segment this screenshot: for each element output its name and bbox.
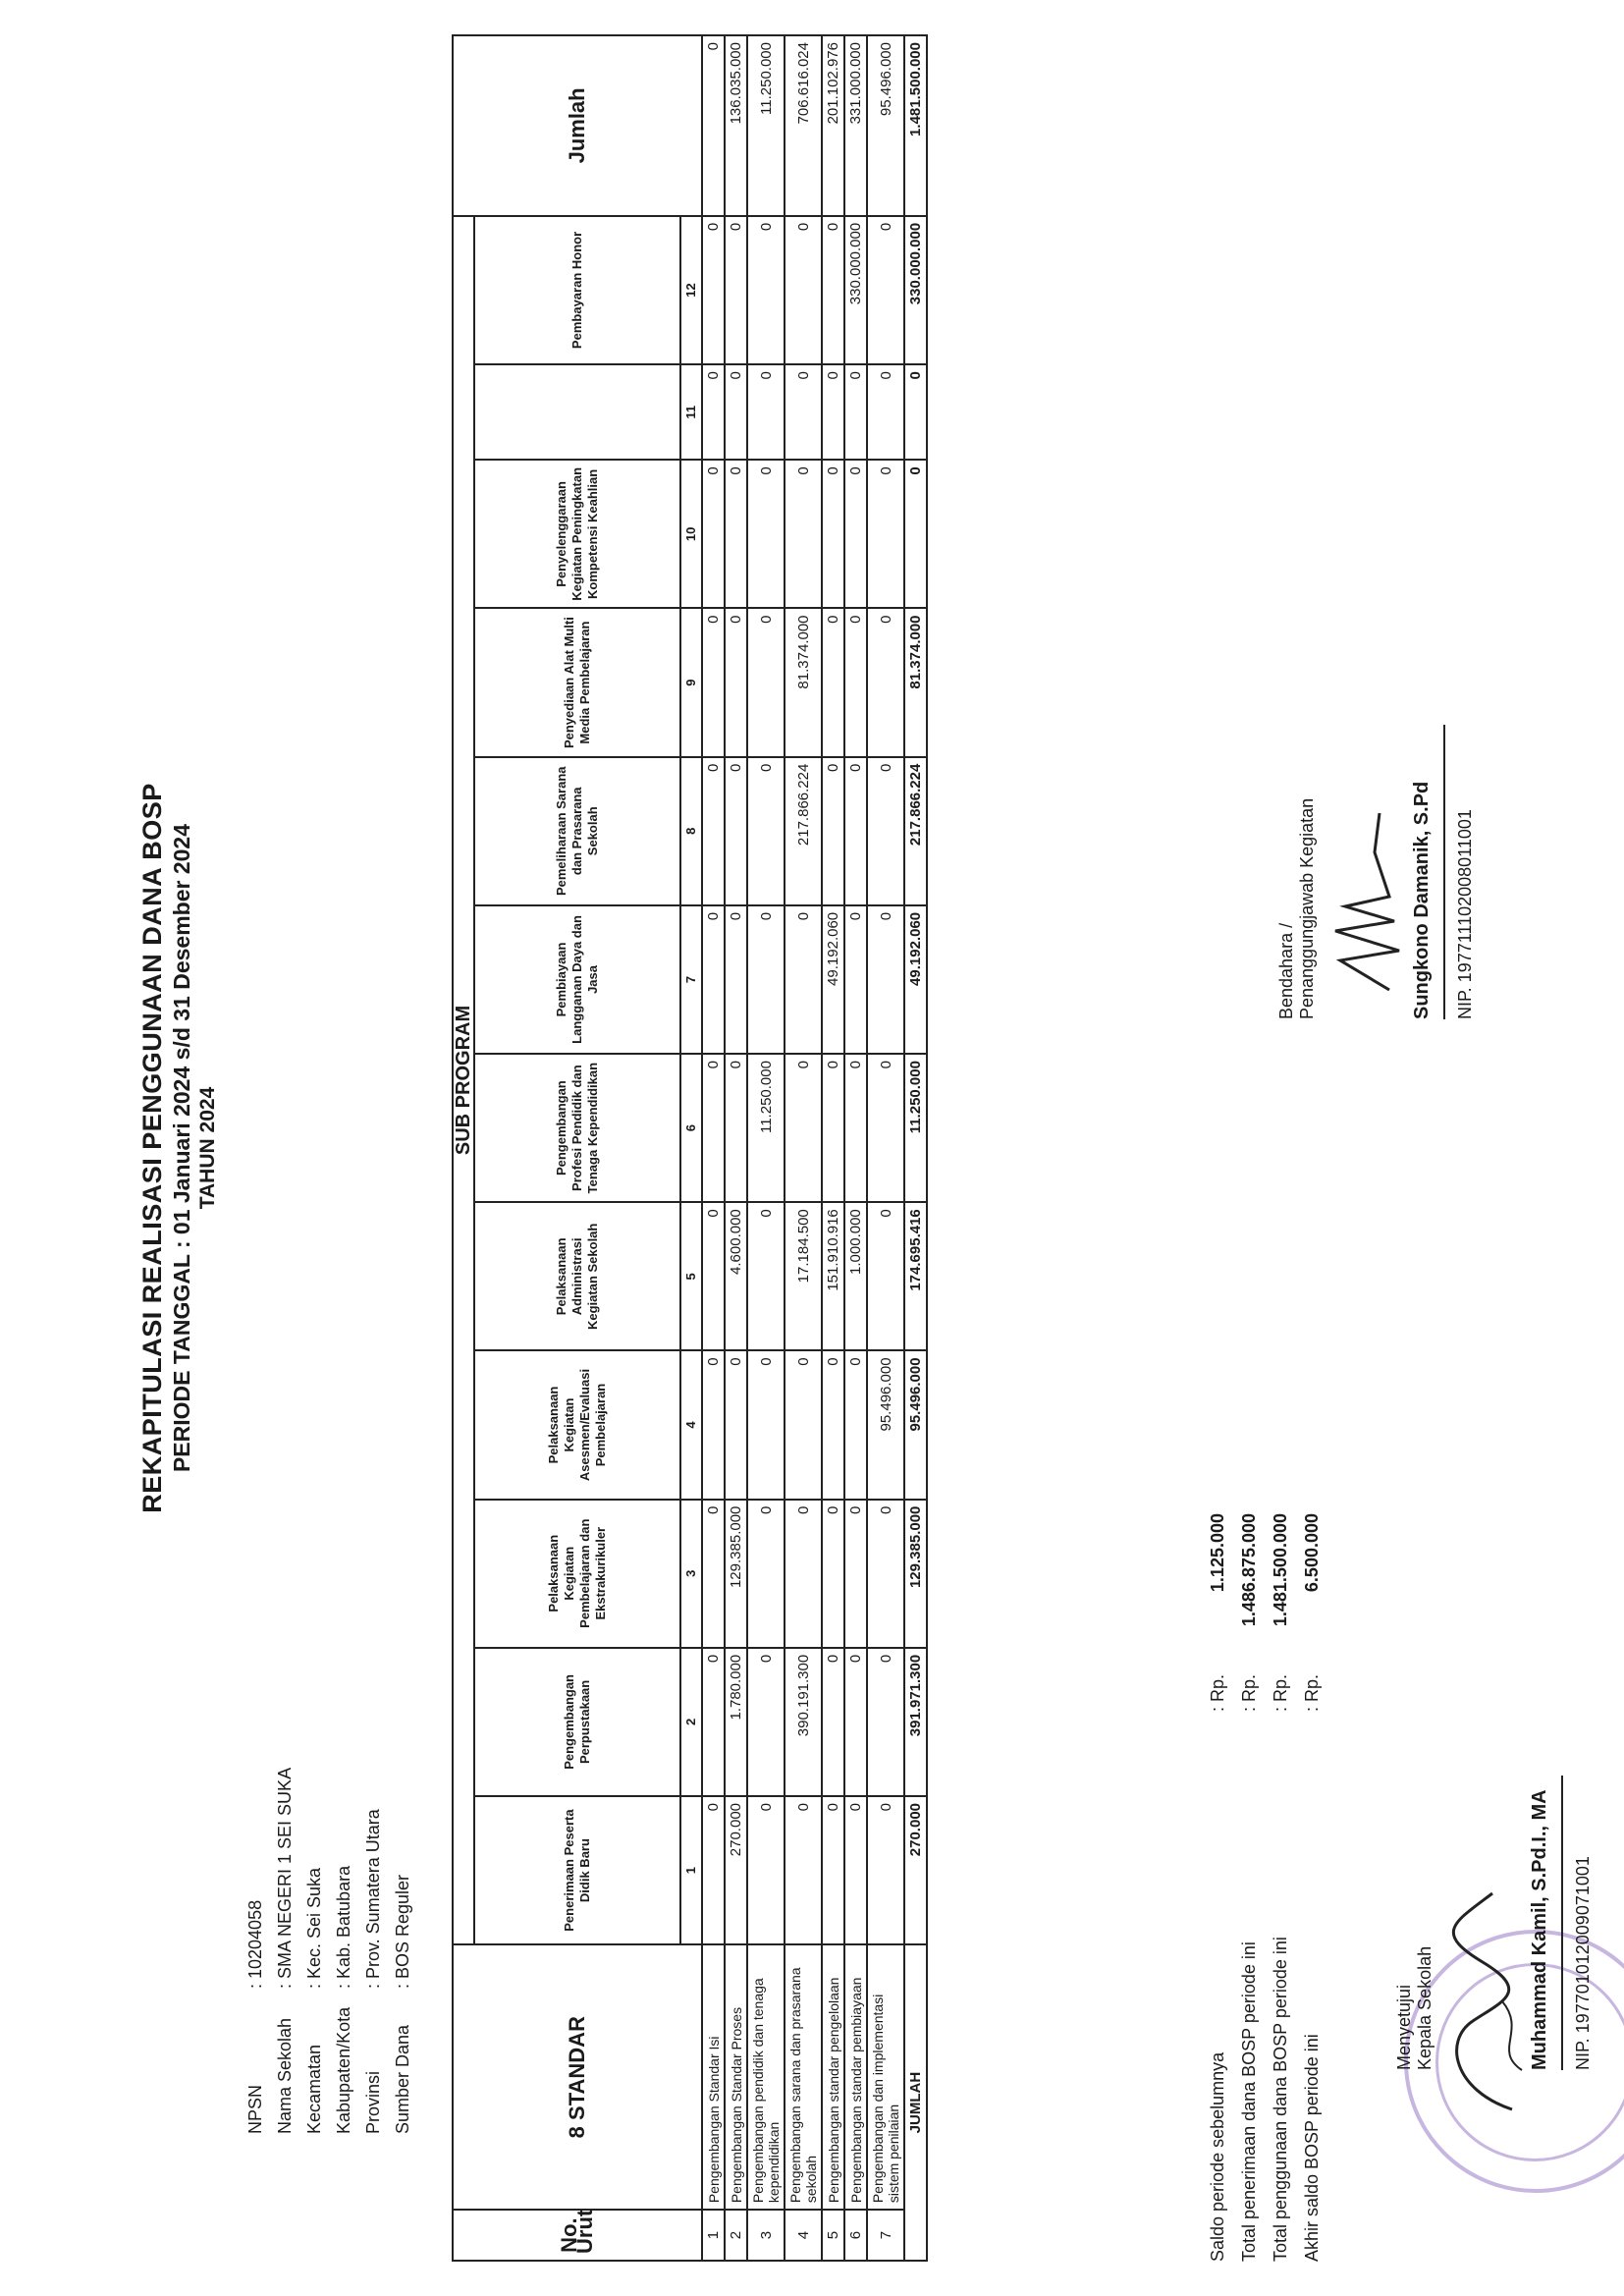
row-jumlah: 95.496.000 — [867, 35, 904, 216]
row-value: 0 — [822, 608, 844, 756]
info-row — [275, 1768, 304, 2134]
signature-line — [1561, 1776, 1563, 2070]
row-value: 0 — [702, 1202, 725, 1350]
column-number-row — [680, 35, 702, 2261]
total-value: 49.192.060 — [904, 905, 927, 1054]
row-value: 49.192.060 — [822, 905, 844, 1054]
row-value: 0 — [702, 1500, 725, 1648]
column-number: 10 — [680, 460, 702, 608]
table-row — [725, 35, 747, 2261]
signature-caption: Menyetujui — [1394, 1984, 1414, 2070]
row-value: 1.780.000 — [725, 1648, 747, 1796]
row-value: 0 — [822, 1796, 844, 1944]
header-column — [474, 364, 680, 460]
document-period: PERIODE TANGGAL : 01 Januari 2024 s/d 31 Desember 2024 — [169, 823, 194, 1473]
info-key: Sumber Dana — [393, 2024, 412, 2134]
row-value: 0 — [867, 1648, 904, 1796]
row-value: 0 — [747, 608, 785, 756]
table-row — [867, 35, 904, 2261]
row-value: 0 — [844, 364, 867, 460]
header-column: Penyediaan Alat Multi Media Pembelajaran — [474, 608, 680, 756]
balance-summary — [1208, 1513, 1333, 2262]
column-number: 12 — [680, 216, 702, 364]
header-no: No. Urut — [453, 2210, 702, 2261]
info-value: : Prov. Sumatera Utara — [363, 1809, 383, 1989]
header-column: Pengembangan Profesi Pendidik dan Tenaga Kependidikan — [474, 1054, 680, 1202]
row-value: 81.374.000 — [785, 608, 822, 756]
row-value: 0 — [747, 1648, 785, 1796]
balance-row — [1208, 1513, 1239, 2262]
row-jumlah: 136.035.000 — [725, 35, 747, 216]
row-value: 0 — [747, 1796, 785, 1944]
row-value: 390.191.300 — [785, 1648, 822, 1796]
row-value: 0 — [822, 216, 844, 364]
row-value: 0 — [867, 905, 904, 1054]
info-value: : SMA NEGERI 1 SEI SUKA — [275, 1767, 295, 1989]
row-value: 95.496.000 — [867, 1350, 904, 1499]
table-row — [822, 35, 844, 2261]
row-value: 0 — [822, 460, 844, 608]
row-value: 0 — [844, 1350, 867, 1499]
row-value: 0 — [867, 216, 904, 364]
header-column: Pelaksanaan Administrasi Kegiatan Sekolah — [474, 1202, 680, 1350]
header-column: Penerimaan Peserta Didik Baru — [474, 1796, 680, 1944]
row-value: 0 — [702, 216, 725, 364]
row-value: 217.866.224 — [785, 757, 822, 905]
row-value: 0 — [702, 1054, 725, 1202]
column-number: 7 — [680, 905, 702, 1054]
total-value: 0 — [904, 364, 927, 460]
table-row — [785, 35, 822, 2261]
table-row — [747, 35, 785, 2261]
row-standar: Pengembangan pendidik dan tenaga kependidikan — [747, 1944, 785, 2210]
header-jumlah: Jumlah — [453, 35, 702, 216]
row-value: 129.385.000 — [725, 1500, 747, 1648]
row-value: 11.250.000 — [747, 1054, 785, 1202]
document-title: REKAPITULASI REALISASI PENGGUNAAN DANA BOSP — [137, 783, 167, 1513]
column-number: 5 — [680, 1202, 702, 1350]
balance-currency: : Rp. — [1271, 1673, 1290, 1712]
info-key: NPSN — [245, 2084, 265, 2134]
row-value: 0 — [725, 608, 747, 756]
balance-currency: : Rp. — [1302, 1673, 1322, 1712]
row-value: 0 — [747, 757, 785, 905]
total-row — [904, 35, 927, 2261]
school-info — [245, 1768, 422, 2134]
row-jumlah: 331.000.000 — [844, 35, 867, 216]
balance-row — [1271, 1513, 1302, 2262]
row-standar: Pengembangan standar pembiayaan — [844, 1944, 867, 2210]
balance-amount: 1.125.000 — [1208, 1513, 1227, 1593]
row-value: 0 — [844, 1054, 867, 1202]
info-value: : BOS Reguler — [393, 1874, 412, 1989]
row-value: 0 — [725, 1350, 747, 1499]
balance-amount: 1.486.875.000 — [1239, 1513, 1259, 1627]
row-number: 2 — [725, 2210, 747, 2261]
balance-row — [1302, 1513, 1333, 2262]
balance-label: Saldo periode sebelumnya — [1208, 2051, 1227, 2262]
info-value: : Kab. Batubara — [334, 1865, 353, 1989]
row-value: 0 — [867, 460, 904, 608]
row-value: 0 — [844, 757, 867, 905]
signature-block-treasurer — [1276, 725, 1476, 1019]
row-value: 0 — [867, 1202, 904, 1350]
balance-currency: : Rp. — [1239, 1673, 1259, 1712]
column-number: 3 — [680, 1500, 702, 1648]
column-number: 1 — [680, 1796, 702, 1944]
row-standar: Pengembangan dan implementasi sistem penilaian — [867, 1944, 904, 2210]
row-value: 4.600.000 — [725, 1202, 747, 1350]
row-jumlah: 706.616.024 — [785, 35, 822, 216]
row-value: 0 — [702, 364, 725, 460]
row-value: 0 — [785, 1500, 822, 1648]
row-standar: Pengembangan standar pengelolaan — [822, 1944, 844, 2210]
header-column: Pemeliharaan Sarana dan Prasarana Sekolah — [474, 757, 680, 905]
header-column: Penyelenggaraan Kegiatan Peningkatan Kompetensi Keahlian — [474, 460, 680, 608]
row-value: 0 — [725, 460, 747, 608]
header-column: Pembiayaan Langganan Daya dan Jasa — [474, 905, 680, 1054]
row-value: 0 — [867, 1500, 904, 1648]
info-key: Nama Sekolah — [275, 2017, 295, 2134]
column-number: 8 — [680, 757, 702, 905]
signature-line — [1443, 725, 1445, 1019]
row-value: 0 — [747, 460, 785, 608]
info-row — [245, 1768, 275, 2134]
signature-nip: NIP. 197711102008011001 — [1455, 809, 1475, 1019]
row-value: 330.000.000 — [844, 216, 867, 364]
info-row — [393, 1768, 422, 2134]
row-value: 1.000.000 — [844, 1202, 867, 1350]
row-value: 0 — [867, 364, 904, 460]
signature-name: Muhammad Kamil, S.Pd.I., MA — [1529, 1789, 1550, 2070]
row-value: 0 — [844, 1648, 867, 1796]
row-value: 0 — [785, 460, 822, 608]
balance-currency: : Rp. — [1208, 1673, 1227, 1712]
row-value: 0 — [747, 1500, 785, 1648]
row-number: 6 — [844, 2210, 867, 2261]
info-row — [363, 1768, 393, 2134]
balance-label: Total penerimaan dana BOSP periode ini — [1239, 1941, 1259, 2262]
total-value: 129.385.000 — [904, 1500, 927, 1648]
row-value: 0 — [702, 757, 725, 905]
row-standar: Pengembangan Standar Proses — [725, 1944, 747, 2210]
row-standar: Pengembangan Standar Isi — [702, 1944, 725, 2210]
row-value: 0 — [822, 1648, 844, 1796]
row-value: 0 — [844, 1796, 867, 1944]
total-value: 330.000.000 — [904, 216, 927, 364]
total-value: 174.695.416 — [904, 1202, 927, 1350]
info-key: Kabupaten/Kota — [334, 2006, 353, 2134]
table-header-row — [453, 35, 474, 2261]
row-value: 0 — [867, 608, 904, 756]
row-number: 4 — [785, 2210, 822, 2261]
balance-row — [1239, 1513, 1271, 2262]
handwritten-signature-treasurer — [1321, 803, 1419, 1000]
row-number: 7 — [867, 2210, 904, 2261]
row-value: 0 — [785, 1350, 822, 1499]
row-jumlah: 11.250.000 — [747, 35, 785, 216]
row-value: 0 — [747, 216, 785, 364]
row-value: 0 — [822, 1350, 844, 1499]
signature-name: Sungkono Damanik, S.Pd — [1411, 781, 1433, 1019]
document-year: TAHUN 2024 — [196, 1086, 219, 1210]
balance-amount: 1.481.500.000 — [1271, 1513, 1290, 1627]
row-value: 17.184.500 — [785, 1202, 822, 1350]
row-value: 0 — [785, 364, 822, 460]
total-jumlah: 1.481.500.000 — [904, 35, 927, 216]
row-value: 0 — [725, 905, 747, 1054]
row-value: 0 — [702, 460, 725, 608]
row-value: 0 — [747, 905, 785, 1054]
header-column: Pelaksanaan Kegiatan Pembelajaran dan Ekstrakurikuler — [474, 1500, 680, 1648]
row-value: 0 — [867, 1054, 904, 1202]
row-value: 0 — [844, 460, 867, 608]
realization-table — [452, 34, 928, 2262]
row-value: 0 — [785, 905, 822, 1054]
signature-role: Penanggungjawab Kegiatan — [1297, 797, 1317, 1019]
info-row — [304, 1768, 334, 2134]
info-value: : 10204058 — [245, 1899, 265, 1989]
column-number: 11 — [680, 364, 702, 460]
total-value: 217.866.224 — [904, 757, 927, 905]
row-value: 0 — [725, 216, 747, 364]
row-value: 0 — [702, 608, 725, 756]
total-value: 270.000 — [904, 1796, 927, 1944]
row-standar: Pengembangan sarana dan prasarana sekolah — [785, 1944, 822, 2210]
balance-label: Total penggunaan dana BOSP periode ini — [1271, 1937, 1290, 2262]
table-header-row — [474, 35, 680, 2261]
info-key: Provinsi — [363, 2070, 383, 2134]
column-number: 9 — [680, 608, 702, 756]
signature-caption: Bendahara / — [1276, 922, 1296, 1019]
row-value: 0 — [702, 905, 725, 1054]
row-value: 0 — [844, 608, 867, 756]
signature-block-principal — [1394, 1776, 1594, 2070]
total-value: 11.250.000 — [904, 1054, 927, 1202]
total-value: 391.971.300 — [904, 1648, 927, 1796]
row-value: 0 — [725, 1054, 747, 1202]
header-column: Pelaksanaan Kegiatan Asesmen/Evaluasi Pembelajaran — [474, 1350, 680, 1499]
row-value: 0 — [822, 1500, 844, 1648]
row-value: 0 — [725, 757, 747, 905]
header-standar: 8 STANDAR — [453, 1944, 702, 2210]
handwritten-signature-principal — [1434, 1874, 1542, 2129]
balance-amount: 6.500.000 — [1302, 1513, 1322, 1593]
column-number: 2 — [680, 1648, 702, 1796]
info-value: : Kec. Sei Suka — [304, 1867, 324, 1989]
column-number: 6 — [680, 1054, 702, 1202]
row-value: 0 — [822, 364, 844, 460]
row-value: 0 — [747, 1202, 785, 1350]
total-value: 0 — [904, 460, 927, 608]
info-key: Kecamatan — [304, 2044, 324, 2134]
row-value: 0 — [785, 1796, 822, 1944]
row-jumlah: 201.102.976 — [822, 35, 844, 216]
row-value: 0 — [867, 757, 904, 905]
row-value: 0 — [725, 364, 747, 460]
total-label: JUMLAH — [904, 1944, 927, 2261]
header-subprogram: SUB PROGRAM — [453, 216, 474, 1944]
column-number: 4 — [680, 1350, 702, 1499]
row-value: 0 — [785, 216, 822, 364]
row-value: 270.000 — [725, 1796, 747, 1944]
header-column: Pengembangan Perpustakaan — [474, 1648, 680, 1796]
row-value: 0 — [702, 1648, 725, 1796]
row-value: 0 — [785, 1054, 822, 1202]
signature-nip: NIP. 197701012009071001 — [1573, 1856, 1593, 2070]
balance-label: Akhir saldo BOSP periode ini — [1302, 2034, 1322, 2262]
header-column: Pembayaran Honor — [474, 216, 680, 364]
row-number: 5 — [822, 2210, 844, 2261]
row-value: 0 — [844, 905, 867, 1054]
table-row — [702, 35, 725, 2261]
total-value: 95.496.000 — [904, 1350, 927, 1499]
row-jumlah: 0 — [702, 35, 725, 216]
row-value: 151.910.916 — [822, 1202, 844, 1350]
info-row — [334, 1768, 363, 2134]
row-value: 0 — [747, 364, 785, 460]
row-value: 0 — [822, 757, 844, 905]
row-value: 0 — [844, 1500, 867, 1648]
row-value: 0 — [702, 1350, 725, 1499]
row-value: 0 — [747, 1350, 785, 1499]
row-value: 0 — [702, 1796, 725, 1944]
table-row — [844, 35, 867, 2261]
row-number: 3 — [747, 2210, 785, 2261]
total-value: 81.374.000 — [904, 608, 927, 756]
row-value: 0 — [867, 1796, 904, 1944]
row-value: 0 — [822, 1054, 844, 1202]
signature-role: Kepala Sekolah — [1415, 1945, 1435, 2070]
row-number: 1 — [702, 2210, 725, 2261]
